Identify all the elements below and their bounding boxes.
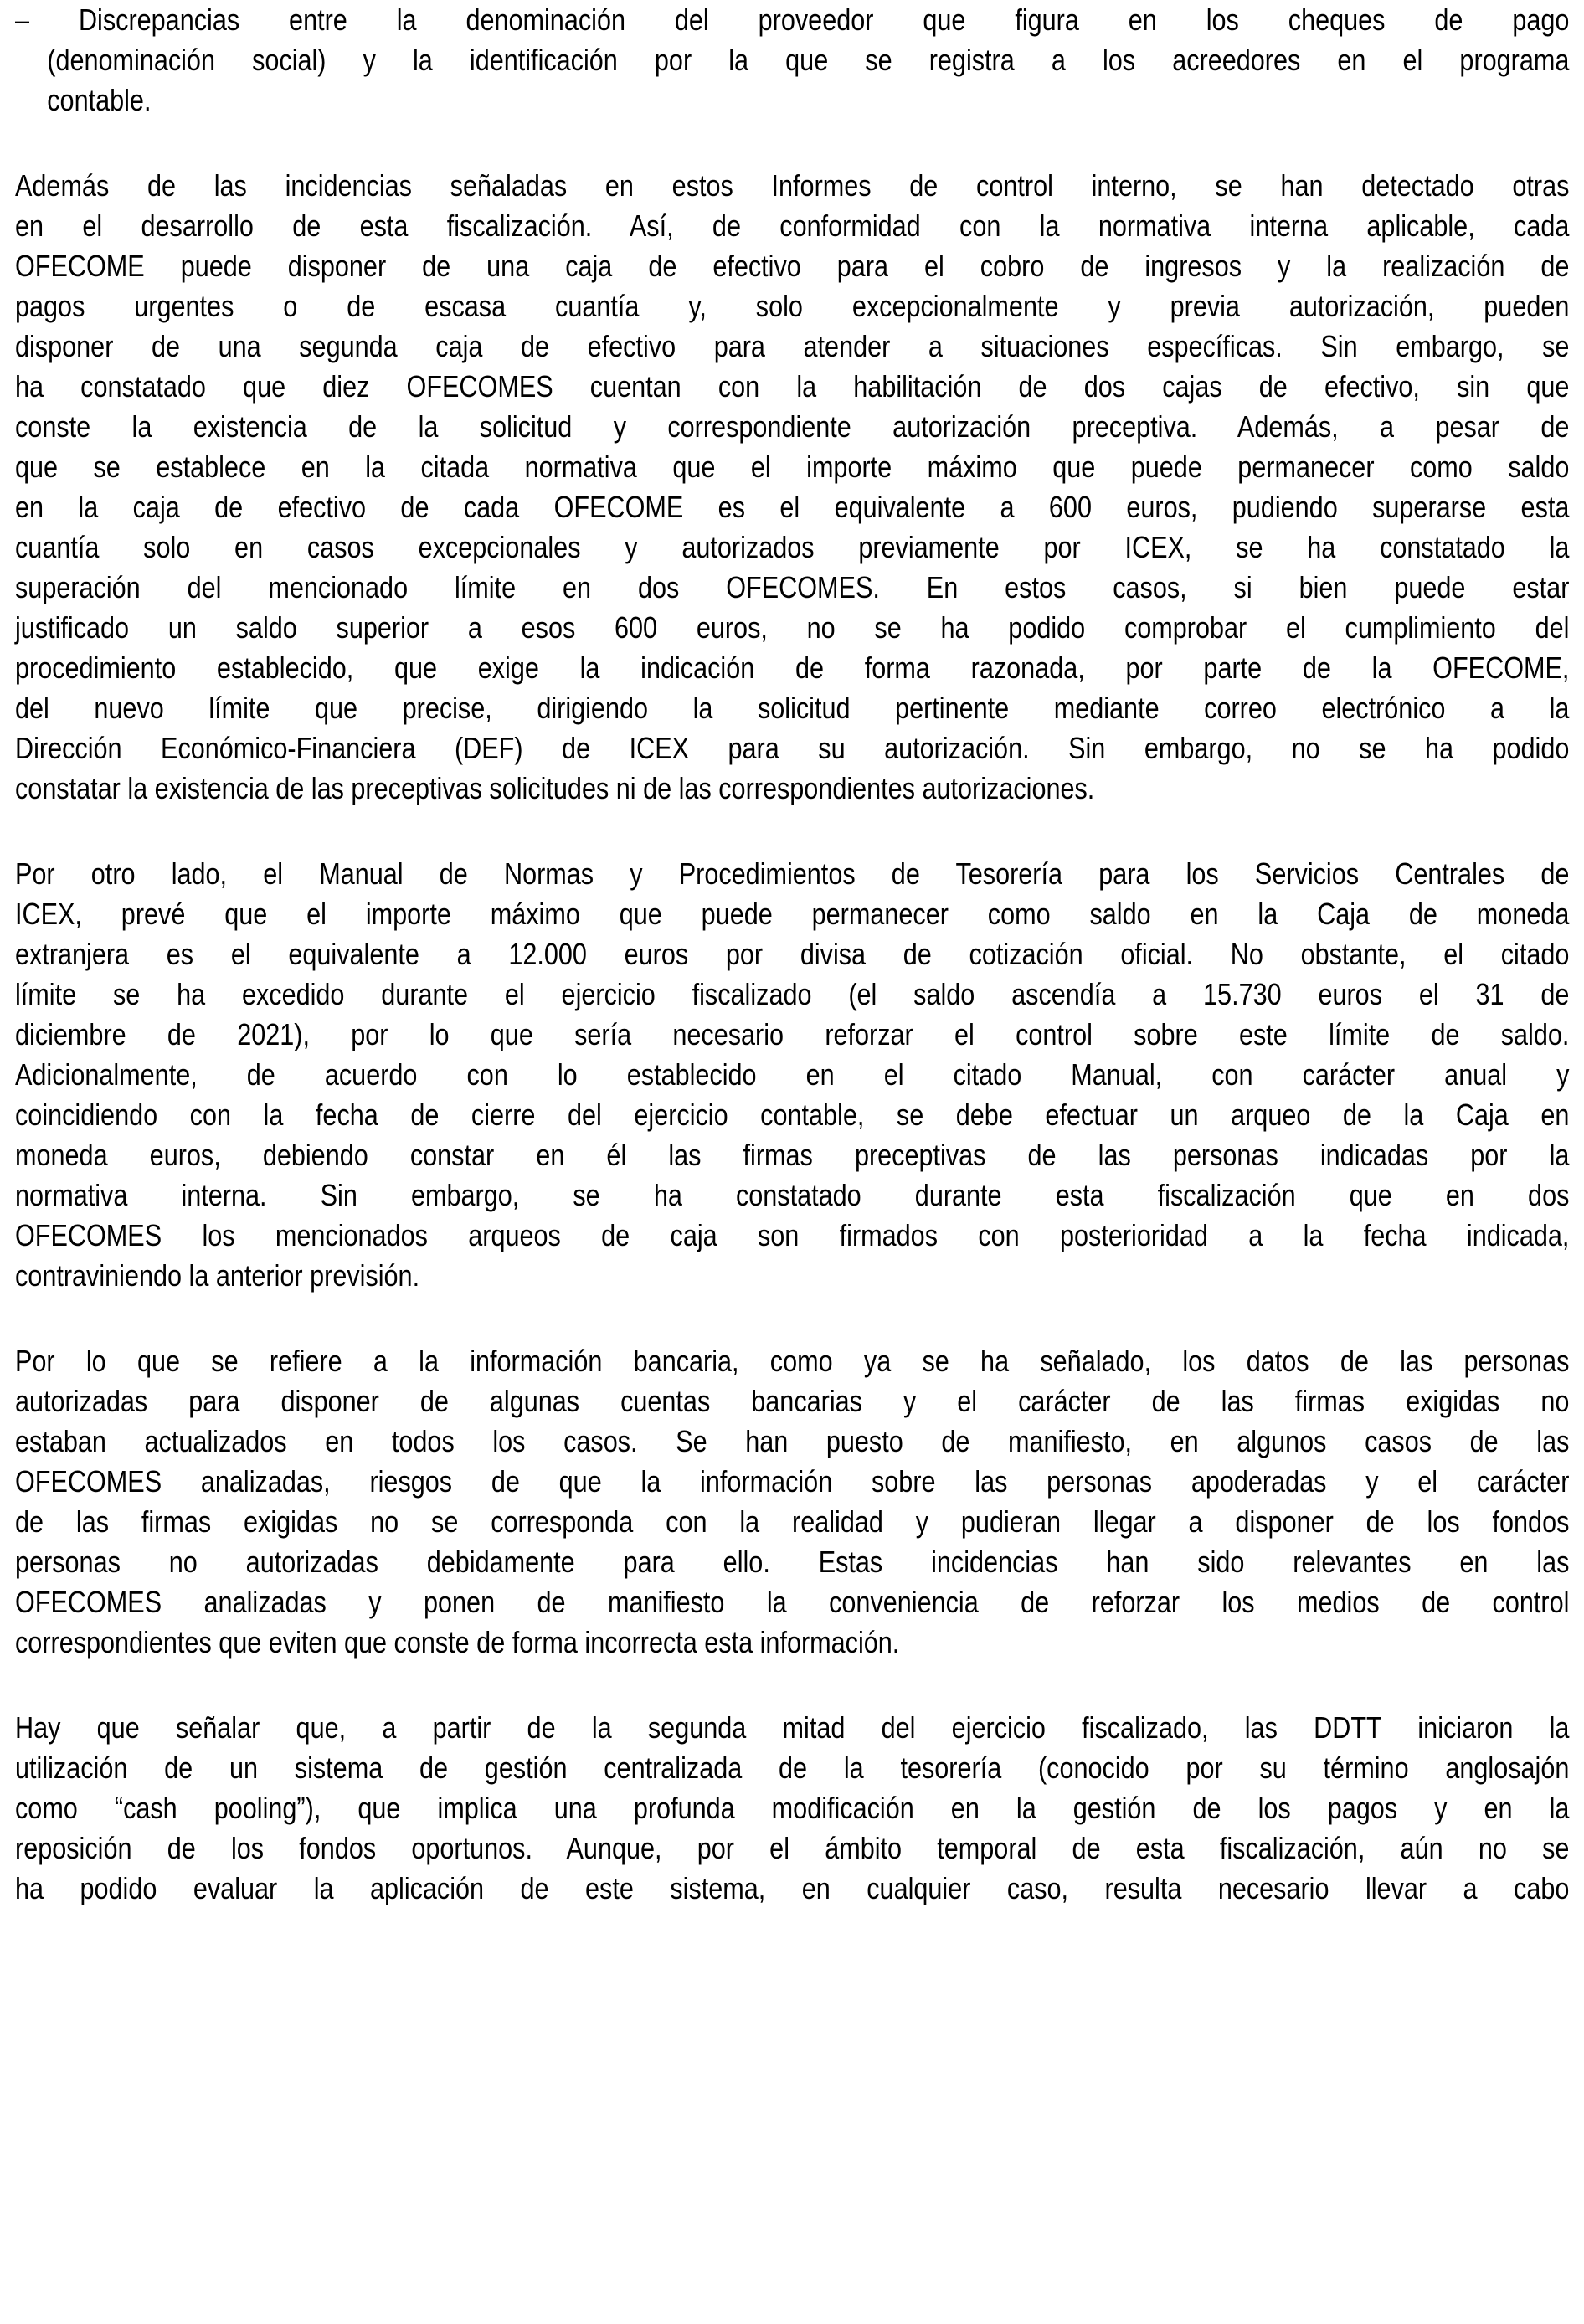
- text-line: OFECOMES analizadas, riesgos de que la información sobre las personas apoderadas y el carácter: [15, 1464, 1570, 1499]
- text-line: OFECOMES analizadas y ponen de manifiesto la conveniencia de reforzar los medios de control: [15, 1585, 1570, 1619]
- text-line: personas no autorizadas debidamente para ello. Estas incidencias han sido relevantes en las: [15, 1545, 1570, 1579]
- text-line: justificado un saldo superior a esos 600 euros, no se ha podido comprobar el cumplimiento del: [15, 610, 1570, 645]
- text-line: procedimiento establecido, que exige la indicación de forma razonada, por parte de la OFECOME,: [15, 650, 1570, 685]
- list-item-text: Discrepancias entre la denominación del proveedor que figura en los cheques de pago: [78, 3, 1570, 37]
- dash-list-marker: –: [15, 3, 30, 37]
- text-line: conste la existencia de la solicitud y correspondiente autorización preceptiva. Además, a pesar de: [15, 409, 1570, 444]
- text-line: contraviniendo la anterior previsión.: [15, 1258, 420, 1293]
- text-line: normativa interna. Sin embargo, se ha constatado durante esta fiscalización que en dos: [15, 1178, 1570, 1212]
- paragraph-cash-pooling: [15, 1708, 1569, 1909]
- paragraph-cajas-efectivo: [15, 166, 1569, 809]
- text-line: ICEX, prevé que el importe máximo que puede permanecer como saldo en la Caja de moneda: [15, 897, 1570, 931]
- text-line: Hay que señalar que, a partir de la segunda mitad del ejercicio fiscalizado, las DDTT iniciaron la: [15, 1710, 1570, 1745]
- text-line: Por otro lado, el Manual de Normas y Procedimientos de Tesorería para los Servicios Centrales de: [15, 856, 1570, 891]
- text-line: del nuevo límite que precise, dirigiendo la solicitud pertinente mediante correo electrónico a la: [15, 691, 1570, 725]
- text-line: Además de las incidencias señaladas en estos Informes de control interno, se han detectado otras: [15, 168, 1570, 203]
- text-line: en la caja de efectivo de cada OFECOME es el equivalente a 600 euros, pudiendo superarse esta: [15, 490, 1570, 524]
- text-line: coincidiendo con la fecha de cierre del ejercicio contable, se debe efectuar un arqueo de la Caja en: [15, 1098, 1570, 1132]
- text-line: autorizadas para disponer de algunas cuentas bancarias y el carácter de las firmas exigidas no: [15, 1384, 1570, 1418]
- text-line: OFECOME puede disponer de una caja de efectivo para el cobro de ingresos y la realización de: [15, 249, 1570, 283]
- text-line: [15, 0, 1570, 40]
- text-line: Adicionalmente, de acuerdo con lo establecido en el citado Manual, con carácter anual y: [15, 1057, 1570, 1092]
- text-line: diciembre de 2021), por lo que sería necesario reforzar el control sobre este límite de saldo.: [15, 1017, 1570, 1051]
- text-line: Por lo que se refiere a la información bancaria, como ya se ha señalado, los datos de las personas: [15, 1344, 1570, 1378]
- text-line: disponer de una segunda caja de efectivo para atender a situaciones específicas. Sin embargo, se: [15, 329, 1570, 363]
- text-line: en el desarrollo de esta fiscalización. Así, de conformidad con la normativa interna aplicable, cada: [15, 208, 1570, 243]
- text-column: [15, 0, 1569, 1954]
- text-line: cuantía solo en casos excepcionales y autorizados previamente por ICEX, se ha constatado la: [15, 530, 1570, 564]
- text-line: Dirección Económico-Financiera (DEF) de ICEX para su autorización. Sin embargo, no se ha podido: [15, 731, 1570, 765]
- text-line: que se establece en la citada normativa que el importe máximo que puede permanecer como saldo: [15, 450, 1570, 484]
- text-line: correspondientes que eviten que conste de forma incorrecta esta información.: [15, 1625, 900, 1659]
- text-line: contable.: [47, 83, 152, 117]
- text-line: pagos urgentes o de escasa cuantía y, solo excepcionalmente y previa autorización, pueden: [15, 289, 1570, 323]
- text-line: moneda euros, debiendo constar en él las firmas preceptivas de las personas indicadas por la: [15, 1138, 1570, 1172]
- text-line: constatar la existencia de las preceptivas solicitudes ni de las correspondientes autorizaciones.: [15, 771, 1095, 805]
- text-line: límite se ha excedido durante el ejercicio fiscalizado (el saldo ascendía a 15.730 euros el 31 de: [15, 977, 1570, 1011]
- text-line: superación del mencionado límite en dos OFECOMES. En estos casos, si bien puede estar: [15, 570, 1570, 604]
- text-line: utilización de un sistema de gestión centralizada de la tesorería (conocido por su término anglosajón: [15, 1751, 1570, 1785]
- text-line: (denominación social) y la identificación por la que se registra a los acreedores en el programa: [47, 43, 1570, 77]
- text-line: ha podido evaluar la aplicación de este sistema, en cualquier caso, resulta necesario llevar a cabo: [15, 1871, 1570, 1905]
- paragraph-informacion-bancaria: [15, 1341, 1569, 1663]
- text-line: ha constatado que diez OFECOMES cuentan con la habilitación de dos cajas de efectivo, sin que: [15, 369, 1570, 404]
- text-line: reposición de los fondos oportunos. Aunque, por el ámbito temporal de esta fiscalización, aún no se: [15, 1831, 1570, 1865]
- text-line: de las firmas exigidas no se corresponda con la realidad y pudieran llegar a disponer de los fondos: [15, 1504, 1570, 1539]
- text-line: OFECOMES los mencionados arqueos de caja son firmados con posterioridad a la fecha indicada,: [15, 1218, 1570, 1252]
- text-line: como “cash pooling”), que implica una profunda modificación en la gestión de los pagos y en la: [15, 1791, 1570, 1825]
- text-line: estaban actualizados en todos los casos. Se han puesto de manifiesto, en algunos casos de las: [15, 1424, 1570, 1458]
- paragraph-caja-moneda-extranjera: [15, 854, 1569, 1296]
- text-line: extranjera es el equivalente a 12.000 euros por divisa de cotización oficial. No obstante, el citado: [15, 937, 1570, 971]
- list-item-discrepancias: [15, 0, 1569, 121]
